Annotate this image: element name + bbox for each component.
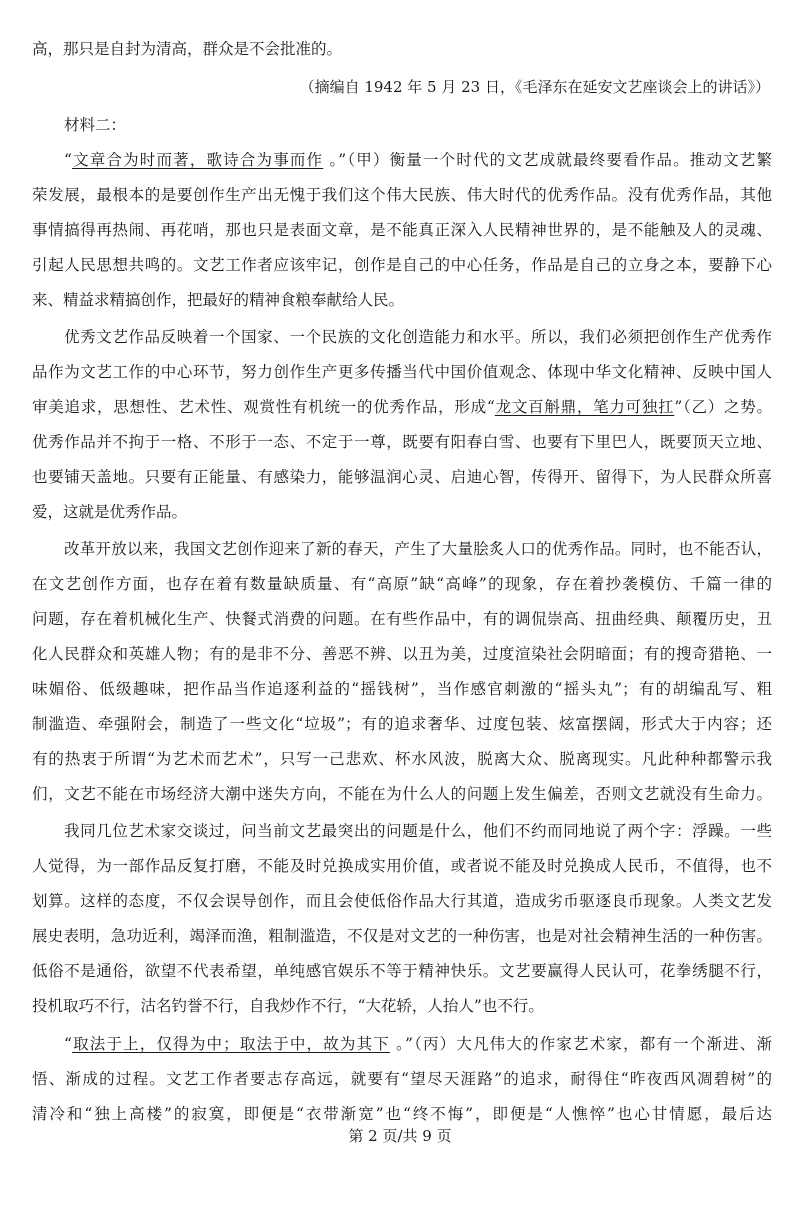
text-line: 味媚俗、低级趣味，把作品当作追逐利益的“摇钱树”，当作感官刺激的“摇头丸”；有的胡编乱写、粗 [32,680,772,698]
text-line: 们，文艺不能在市场经济大潮中迷失方向，不能在为什么人的问题上发生偏差，否则文艺就没有生命力。 [32,785,772,803]
page-number: 第 2 页/共 9 页 [348,1127,452,1145]
text-line: 爱，这就是优秀作品。 [32,503,188,521]
text-line: 制滥造、牵强附会，制造了一些文化“垃圾”；有的追求奢华、过度包装、炫富摆阔，形式大于内容；还 [32,715,772,733]
underlined-quote-b: 龙文百斛鼎，笔力可独扛 [494,398,675,416]
text-line: 清冷和“独上高楼”的寂寞，即便是“衣带渐宽”也“终不悔”，即便是“人憔悴”也心甘情愿，最后达 [32,1105,772,1123]
text-line: 来、精益求精搞创作，把最好的精神食粮奉献给人民。 [32,291,405,309]
text-line: “取法于上，仅得为中；取法于中，故为其下 。”（丙）大凡伟大的作家艺术家，都有一个渐进、渐 [64,1035,772,1053]
text-line: 荣发展，最根本的是要创作生产出无愧于我们这个伟大民族、伟大时代的优秀作品。没有优秀作品，其他 [32,186,772,204]
text-line: 品作为文艺工作的中心环节，努力创作生产更多传播当代中国价值观念、体现中华文化精神、反映中国人 [32,363,772,381]
text-line: “文章合为时而著，歌诗合为事而作 。”（甲）衡量一个时代的文艺成就最终要看作品。推动文艺繁 [64,151,772,169]
source-citation: （摘编自 1942 年 5 月 23 日，《毛泽东在延安文艺座谈会上的讲话》） [299,78,770,96]
text-line: 引起人民思想共鸣的。文艺工作者应该牢记，创作是自己的中心任务，作品是自己的立身之本，要静下心 [32,256,772,274]
text-line: 高，那只是自封为清高，群众是不会批准的。 [32,40,343,58]
section-heading: 材料二： [64,116,127,134]
text-line: 也要铺天盖地。只要有正能量、有感染力，能够温润心灵、启迪心智，传得开、留得下，为人民群众所喜 [32,468,772,486]
text-line: 我同几位艺术家交谈过，问当前文艺最突出的问题是什么，他们不约而同地说了两个字：浮躁。一些 [64,822,772,840]
text-line: 问题，存在着机械化生产、快餐式消费的问题。在有些作品中，有的调侃崇高、扭曲经典、颠覆历史，丑 [32,610,772,628]
text-line: 划算。这样的态度，不仅会误导创作，而且会使低俗作品大行其道，造成劣币驱逐良币现象。人类文艺发 [32,892,772,910]
text-line: 人觉得，为一部作品反复打磨，不能及时兑换成实用价值，或者说不能及时兑换成人民币，不值得，也不 [32,857,772,875]
text-line: 改革开放以来，我国文艺创作迎来了新的春天，产生了大量脍炙人口的优秀作品。同时，也不能否认， [64,540,772,558]
text-line: 审美追求，思想性、艺术性、观赏性有机统一的优秀作品，形成“龙文百斛鼎，笔力可独扛”（乙）之势。 [32,398,772,416]
text-line: 有的热衷于所谓“为艺术而艺术”，只写一己悲欢、杯水风波，脱离大众、脱离现实。凡此种种都警示我 [32,750,772,768]
text-line: 低俗不是通俗，欲望不代表希望，单纯感官娱乐不等于精神快乐。文艺要赢得人民认可，花拳绣腿不行， [32,962,772,980]
text-line: 优秀作品并不拘于一格、不形于一态、不定于一尊，既要有阳春白雪、也要有下里巴人，既要顶天立地、 [32,433,772,451]
text-line: 化人民群众和英雄人物；有的是非不分、善恶不辨、以丑为美，过度渲染社会阴暗面；有的搜奇猎艳、一 [32,645,772,663]
text-line: 优秀文艺作品反映着一个国家、一个民族的文化创造能力和水平。所以，我们必须把创作生产优秀作 [64,328,772,346]
text-line: 投机取巧不行，沽名钓誉不行，自我炒作不行，“大花轿，人抬人”也不行。 [32,997,544,1015]
underlined-quote-a: 文章合为时而著，歌诗合为事而作 [71,151,324,169]
text-line: 展史表明，急功近利，竭泽而渔，粗制滥造，不仅是对文艺的一种伤害，也是对社会精神生活的一种伤害。 [32,927,772,945]
text-line: 在文艺创作方面，也存在着有数量缺质量、有“高原”缺“高峰”的现象，存在着抄袭模仿、千篇一律的 [32,575,772,593]
text-line: 悟、渐成的过程。文艺工作者要志存高远，就要有“望尽天涯路”的追求，耐得住“昨夜西风凋碧树”的 [32,1070,772,1088]
underlined-quote-c: 取法于上，仅得为中；取法于中，故为其下 [71,1035,390,1053]
text-line: 事情搞得再热闹、再花哨，那也只是表面文章，是不能真正深入人民精神世界的，是不能触及人的灵魂、 [32,221,772,239]
